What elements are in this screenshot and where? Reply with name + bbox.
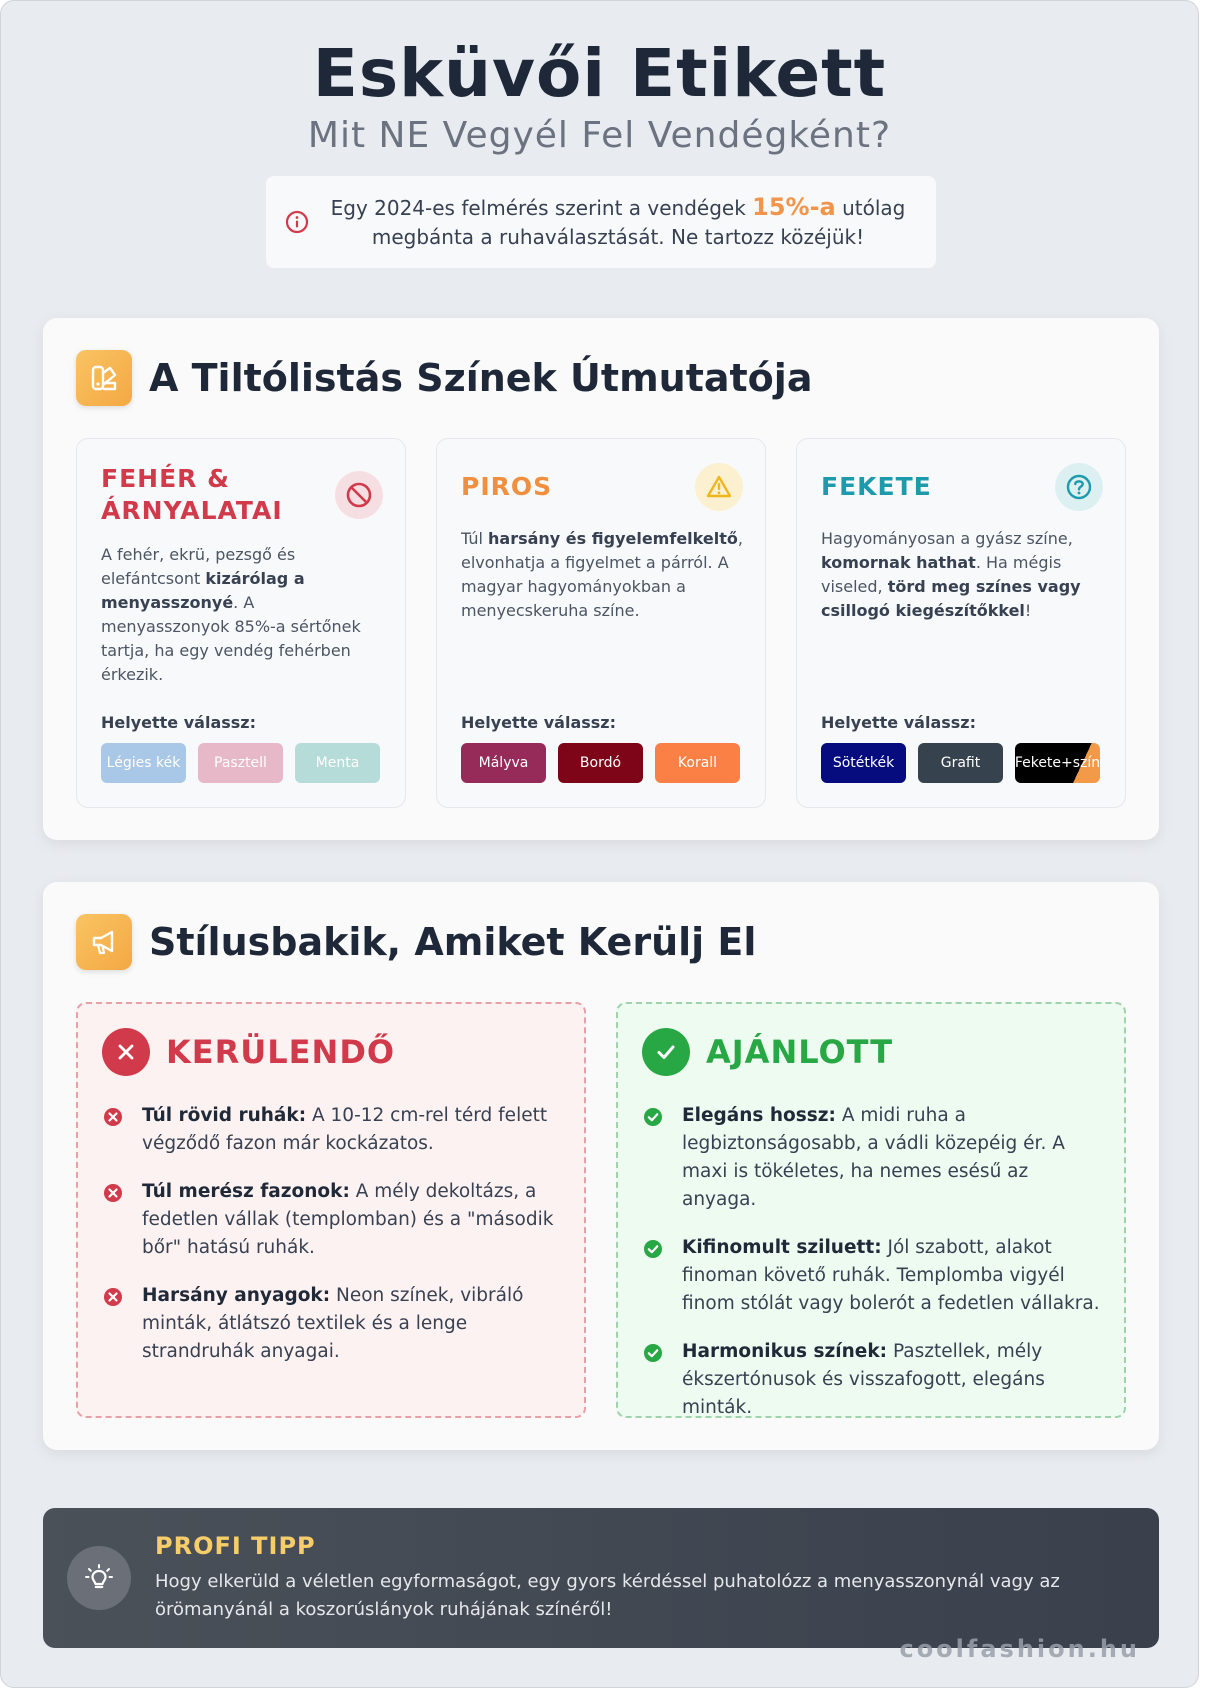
card-description-text: A fehér, ekrü, pezsgő és elefántcsont [101, 545, 296, 588]
list-item [102, 1178, 564, 1262]
list-item-heading: Harsány anyagok: [142, 1285, 331, 1306]
list-item-body: Neon színek, vibráló minták, átlátszó textilek és a lenge strandruhák anyagai. [142, 1285, 524, 1362]
card-description-text: . Ha mégis viseled, [821, 553, 1062, 596]
recommended-column [616, 1002, 1126, 1418]
recommended-list [642, 1102, 1104, 1442]
palette-icon [76, 350, 132, 406]
color-swatch: Fekete+szín [1015, 743, 1100, 783]
x-circle-icon [102, 1182, 124, 1204]
pro-tip-text: Hogy elkerüld a véletlen egyformaságot, egy gyors kérdéssel puhatolózz a menyasszonynál vagy az örömanyánál a koszorúslányok ruhájának színéről! [155, 1571, 1060, 1620]
check-circle-icon [642, 1238, 664, 1260]
card-description-text: Hagyományosan a gyász színe, [821, 529, 1073, 548]
list-item-heading: Túl merész fazonok: [142, 1181, 350, 1202]
card-description-emphasis: kizárólag a menyasszonyé [101, 569, 305, 612]
recommended-title: AJÁNLOTT [706, 1033, 894, 1071]
color-swatch: Korall [655, 743, 740, 783]
swatch-row [101, 743, 380, 783]
list-item [102, 1282, 564, 1366]
avoid-column [76, 1002, 586, 1418]
swatch-row [821, 743, 1100, 783]
card-description-emphasis: harsány és figyelemfelkeltő [488, 529, 738, 548]
choose-label: Helyette válassz: [101, 713, 256, 732]
style-section-header [76, 914, 756, 970]
lightbulb-icon [67, 1546, 131, 1610]
choose-label: Helyette válassz: [461, 713, 616, 732]
x-circle-icon [102, 1286, 124, 1308]
color-swatch: Menta [295, 743, 380, 783]
list-item-body: A mély dekoltázs, a fedetlen vállak (templomban) és a "második bőr" hatású ruhák. [142, 1181, 554, 1258]
colors-section-title: A Tiltólistás Színek Útmutatója [149, 356, 813, 400]
card-title: FEHÉR & ÁRNYALATAI [101, 464, 283, 525]
page-title: Esküvői Etikett [312, 35, 887, 112]
list-item-heading: Túl rövid ruhák: [142, 1105, 307, 1126]
card-title: FEKETE [821, 472, 932, 501]
card-description [461, 527, 743, 623]
list-item-body: Jól szabott, alakot finoman követő ruhák. Templomba vigyél finom stólát vagy bolerót a fedetlen vállakra. [682, 1237, 1100, 1314]
list-item [642, 1234, 1104, 1318]
list-item-heading: Elegáns hossz: [682, 1105, 836, 1126]
avoid-header [102, 1028, 395, 1076]
warning-icon [695, 463, 743, 511]
color-swatch: Grafit [918, 743, 1003, 783]
list-item [642, 1338, 1104, 1422]
color-swatch: Bordó [558, 743, 643, 783]
card-description-text: , elvonhatja a figyelmet a párról. A magyar hagyományokban a menyecskeruha színe. [461, 529, 743, 620]
list-item-body: Pasztellek, mély ékszertónusok és visszafogott, elegáns minták. [682, 1341, 1045, 1418]
color-swatch: Sötétkék [821, 743, 906, 783]
card-description [821, 527, 1103, 623]
card-description-text: ! [1024, 601, 1032, 620]
swatch-row [461, 743, 740, 783]
list-item-heading: Harmonikus színek: [682, 1341, 888, 1362]
info-text-before: Egy 2024-es felmérés szerint a vendégek [330, 195, 753, 220]
avoid-list [102, 1102, 564, 1386]
card-description-text: Túl [461, 529, 489, 548]
list-item-body: A 10-12 cm-rel térd felett végződő fazon már kockázatos. [142, 1105, 548, 1154]
style-section-title: Stílusbakik, Amiket Kerülj El [149, 920, 757, 964]
check-circle-icon [642, 1106, 664, 1128]
list-item-text [682, 1234, 1104, 1318]
list-item-text [682, 1338, 1104, 1422]
list-item [642, 1102, 1104, 1214]
x-circle-icon [102, 1106, 124, 1128]
question-icon [1055, 463, 1103, 511]
checkmark-icon [642, 1028, 690, 1076]
color-swatch: Mályva [461, 743, 546, 783]
colors-section [43, 318, 1159, 840]
card-description-emphasis: törd meg színes vagy csillogó kiegészítőkkel [821, 577, 1081, 620]
card-description-text: . A menyasszonyok 85%-a sértőnek tartja, ha egy vendég fehérben érkezik. [101, 593, 361, 684]
card-description-emphasis: komornak hathat [821, 553, 976, 572]
info-text [310, 193, 936, 252]
forbidden-icon [335, 471, 383, 519]
close-icon [102, 1028, 150, 1076]
colors-section-header [76, 350, 812, 406]
color-swatch: Légies kék [101, 743, 186, 783]
style-section [43, 882, 1159, 1450]
list-item-body: A midi ruha a legbiztonságosabb, a vádli közepéig ér. A maxi is tökéletes, ha nemes esésű az anyaga. [682, 1105, 1065, 1210]
list-item-text [142, 1102, 564, 1158]
info-text-after: utólag megbánta a ruhaválasztását. Ne tartozz közéjük! [371, 195, 906, 249]
color-card-white [76, 438, 406, 808]
card-title: PIROS [461, 472, 553, 501]
pro-tip-title: PROFI TIPP [155, 1532, 316, 1560]
pro-tip-box [43, 1508, 1159, 1648]
info-icon [284, 209, 310, 235]
list-item-heading: Kifinomult sziluett: [682, 1237, 882, 1258]
list-item-text [682, 1102, 1104, 1214]
list-item-text [142, 1282, 564, 1366]
card-description [101, 543, 383, 687]
megaphone-icon [76, 914, 132, 970]
page-subtitle: Mit NE Vegyél Fel Vendégként? [307, 115, 892, 156]
avoid-title: KERÜLENDŐ [166, 1033, 396, 1071]
watermark: coolfashion.hu [899, 1635, 1140, 1663]
info-box [266, 176, 936, 268]
list-item-text [142, 1178, 564, 1262]
color-card-red [436, 438, 766, 808]
info-highlight: 15%-a [752, 192, 836, 221]
list-item [102, 1102, 564, 1158]
recommended-header [642, 1028, 893, 1076]
color-card-black [796, 438, 1126, 808]
header [1, 1, 1198, 156]
check-circle-icon [642, 1342, 664, 1364]
choose-label: Helyette válassz: [821, 713, 976, 732]
color-swatch: Pasztell [198, 743, 283, 783]
